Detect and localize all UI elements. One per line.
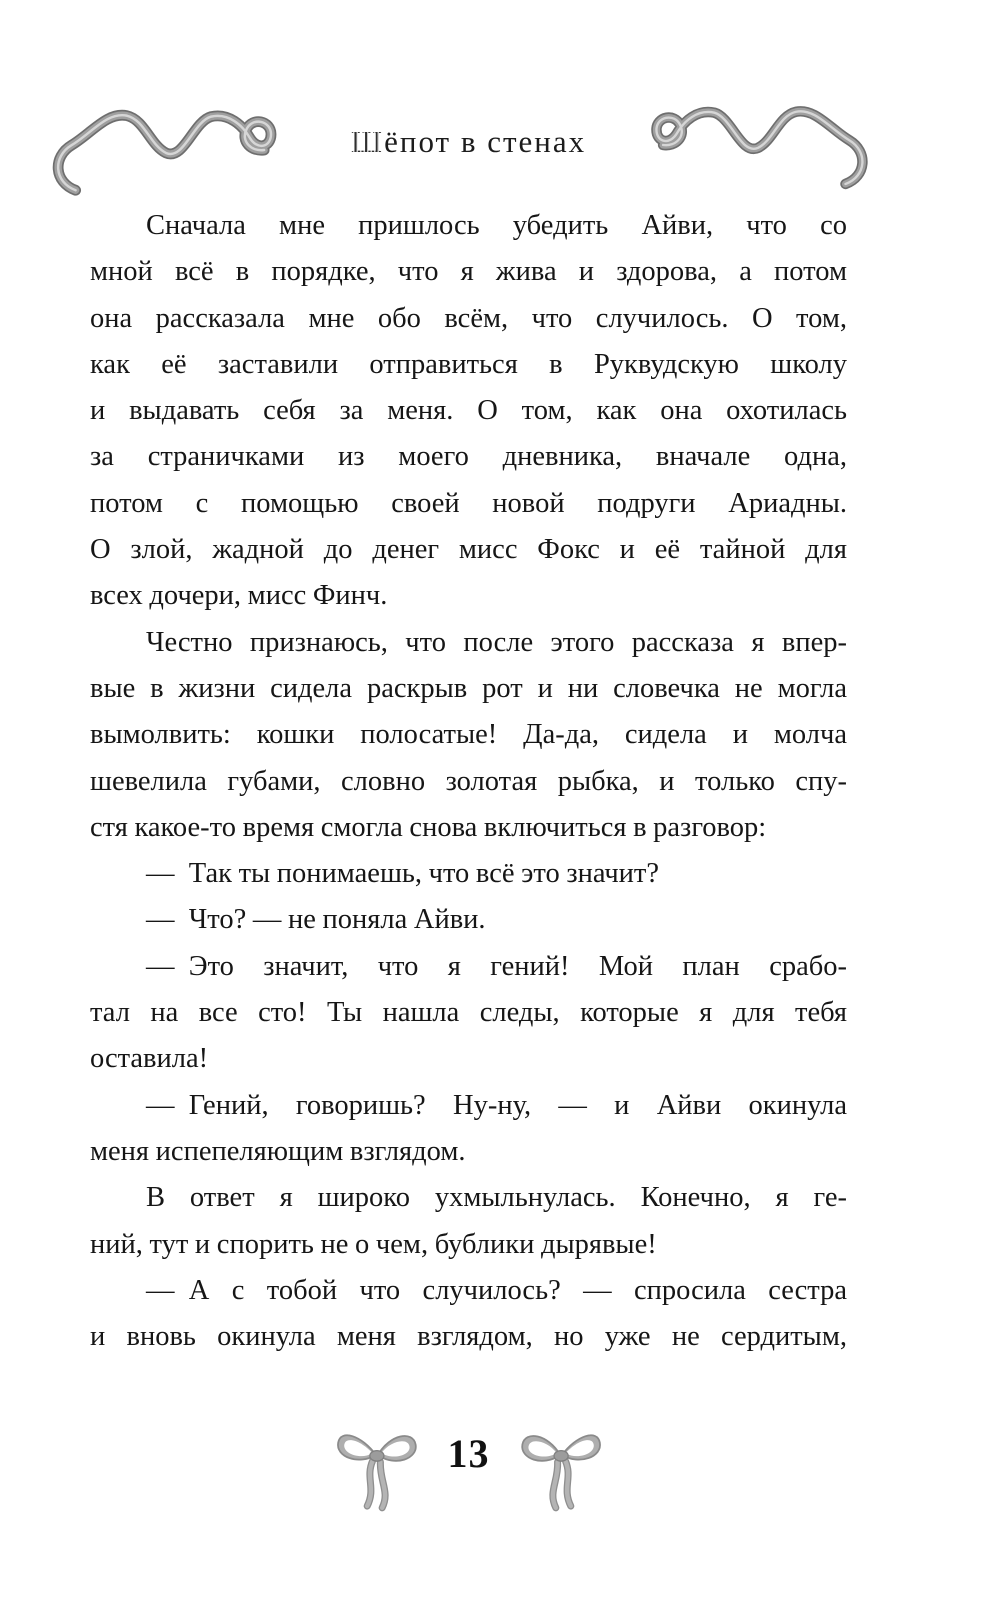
text-line: за страничками из моего дневника, вначале одна, <box>90 441 847 473</box>
text-line-dialogue: — А с тобой что случилось? — спросила сестра <box>146 1274 847 1306</box>
text-line-dialogue: — Это значит, что я гений! Мой план срабо- <box>146 950 847 982</box>
text-line-dialogue: — Гений, говоришь? Ну-ну, — и Айви окинула <box>146 1089 847 1121</box>
text-line: потом с помощью своей новой подруги Ариадны. <box>90 487 847 519</box>
title-text: ёпот в стенах <box>384 124 587 159</box>
text-line-dialogue: — Что? — не поняла Айви. <box>146 904 486 936</box>
page-footer <box>90 1406 847 1514</box>
body-text <box>90 203 847 1360</box>
text-line: всех дочери, мисс Финч. <box>90 580 388 612</box>
text-line: она рассказала мне обо всём, что случилось. О том, <box>90 302 847 334</box>
text-line: вые в жизни сидела раскрыв рот и ни словечка не могла <box>90 672 847 704</box>
text-line: ний, тут и спорить не о чем, бублики дырявые! <box>90 1228 657 1260</box>
text-line: оставила! <box>90 1043 209 1075</box>
text-line: В ответ я широко ухмыльнулась. Конечно, я ге- <box>146 1182 847 1214</box>
text-line: и вновь окинула меня взглядом, но уже не сердитым, <box>90 1321 847 1353</box>
text-line: Сначала мне пришлось убедить Айви, что со <box>146 210 847 241</box>
text-line: меня испепеляющим взглядом. <box>90 1135 466 1167</box>
title-initial: Ш <box>350 124 385 159</box>
page-number: 13 <box>447 1431 490 1476</box>
text-line: и выдавать себя за меня. О том, как она охотилась <box>90 395 847 427</box>
bow-icon <box>518 1418 606 1514</box>
text-line: мной всё в порядке, что я жива и здорова, а потом <box>90 256 847 288</box>
text-line: Честно признаюсь, что после этого рассказа я впер- <box>146 626 847 658</box>
text-line-dialogue: — Так ты понимаешь, что всё это значит? <box>146 858 660 890</box>
bow-icon <box>332 1418 420 1514</box>
running-header-title <box>90 124 847 160</box>
text-line: вымолвить: кошки полосатые! Да-да, сидела и молча <box>90 719 847 751</box>
text-line: шевелила губами, словно золотая рыбка, и только спу- <box>90 765 847 797</box>
text-line: стя какое-то время смогла снова включиться в разговор: <box>90 811 767 843</box>
text-line: тал на все сто! Ты нашла следы, которые я для тебя <box>90 997 847 1029</box>
text-line: О злой, жадной до денег мисс Фокс и её тайной для <box>90 534 847 566</box>
text-line: как её заставили отправиться в Руквудскую школу <box>90 348 847 380</box>
